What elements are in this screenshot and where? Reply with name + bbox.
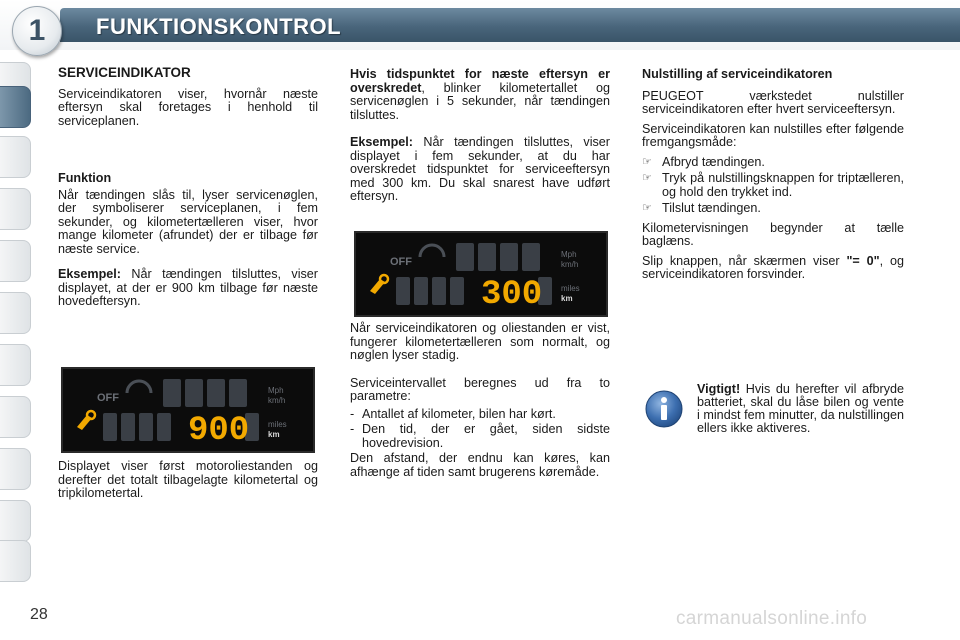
step-text: Tilslut tændingen. <box>662 201 761 215</box>
important-label: Vigtigt! <box>697 382 741 396</box>
step-text: Tryk på nulstillingsknappen for triptælleren, og hold den trykket ind. <box>662 171 904 199</box>
chapter-tab[interactable] <box>0 500 31 542</box>
page-title: FUNKTIONSKONTROL <box>96 14 342 39</box>
funktion-text: Når tændingen slås til, lyser servicenøglen, der symboliserer serviceplanen, i fem sekunder, og kilometertælleren viser, hvor mange kilometer (afrundet) der er tilbage før næste service. <box>58 187 318 256</box>
page-number: 28 <box>30 606 48 623</box>
funktion-section <box>58 172 318 319</box>
pointing-hand-icon: ☞ <box>642 155 652 168</box>
example-label: Eksempel: <box>350 135 413 149</box>
param-item: - Den tid, der er gået, siden sidste hovedrevision. <box>350 422 610 450</box>
release-end: , og serviceindikatoren forsvinder. <box>642 253 904 281</box>
example-label: Eksempel: <box>58 267 121 281</box>
unit-mph: Mph <box>268 386 284 395</box>
release-value: "= 0" <box>846 253 880 268</box>
info-icon <box>644 389 684 429</box>
unit-kmh: km/h <box>561 260 579 269</box>
chapter-tab[interactable] <box>0 344 31 386</box>
chapter-tab[interactable] <box>0 448 31 490</box>
intro-text: Serviceindikatoren viser, hvornår næste eftersyn skal foretages i henhold til serviceplanen. <box>58 86 318 128</box>
chapter-tab-active[interactable] <box>0 86 31 128</box>
dashboard-display-900 <box>61 367 315 453</box>
param-text: Antallet af kilometer, bilen har kørt. <box>362 406 556 421</box>
reset-para1: PEUGEOT værkstedet nulstiller serviceindikatoren efter hvert serviceeftersyn. <box>642 88 904 116</box>
example-text: Når tændingen tilsluttes, viser displayet i fem sekunder, at du har overskredet tidspunktet for serviceeftersyn med 300 km. Du skal snarest have udført eftersyn. <box>350 135 610 203</box>
chapter-tab[interactable] <box>0 188 31 230</box>
service-km-value: 900 <box>188 412 250 450</box>
dashboard-display-300 <box>354 231 608 317</box>
step-item <box>642 202 904 216</box>
reset-para3: Kilometervisningen begynder at tælle baglæns. <box>642 220 904 248</box>
overdue-bold: Hvis tidspunktet for næste eftersyn er overskredet <box>350 67 610 95</box>
left-caption <box>58 460 318 511</box>
left-example <box>58 268 318 309</box>
display-graphic <box>63 369 313 451</box>
service-km-value: 300 <box>481 276 543 314</box>
param-item: - Antallet af kilometer, bilen har kørt. <box>350 408 610 422</box>
interval-intro: Serviceintervallet beregnes ud fra to parametre: <box>350 375 610 403</box>
display-caption: Når serviceindikatoren og oliestanden er vist, fungerer kilometertælleren som normalt, og nøglen lyser stadig. <box>350 321 610 362</box>
chapter-number-badge: 1 <box>12 6 62 56</box>
wrench-head <box>380 275 388 283</box>
display-caption: Displayet viser først motoroliestanden og derefter det totalt tilbagelagte kilometertal og tripkilometertal. <box>58 459 318 500</box>
right-column <box>642 68 904 284</box>
important-note <box>697 383 904 435</box>
middle-lower <box>350 322 610 489</box>
wrench-head <box>87 411 95 419</box>
funktion-heading: Funktion <box>58 171 112 185</box>
chapter-tab[interactable] <box>0 240 31 282</box>
middle-column <box>350 68 610 214</box>
important-text: Hvis du herefter vil afbryde batteriet, skal du låse bilen og vente i mindst fem minutter, da nulstillingen ellers ikke aktiveres. <box>697 382 904 435</box>
chapter-tab[interactable] <box>0 396 31 438</box>
middle-example <box>350 136 610 204</box>
step-text: Afbryd tændingen. <box>662 154 765 169</box>
param-text: Den tid, der er gået, siden sidste hovedrevision. <box>362 422 610 450</box>
unit-kmh: km/h <box>268 396 286 405</box>
gauge-arc <box>127 381 151 393</box>
pointing-hand-icon: ☞ <box>642 172 652 184</box>
chapter-tab[interactable] <box>0 540 31 582</box>
unit-miles: miles <box>268 420 287 429</box>
reset-para2: Serviceindikatoren kan nulstilles efter følgende fremgangsmåde: <box>642 121 904 149</box>
overdue-rest: , blinker kilometertallet og servicenøglen i 5 sekunder, når tændingen tilsluttes. <box>350 80 610 122</box>
off-label: OFF <box>97 392 119 404</box>
reset-heading: Nulstilling af serviceindikatoren <box>642 67 833 81</box>
service-wrench-icon <box>370 279 385 294</box>
service-wrench-icon <box>77 415 92 430</box>
watermark: carmanualsonline.info <box>676 608 868 629</box>
left-column <box>58 66 318 138</box>
chapter-tab[interactable] <box>0 136 31 178</box>
section-heading: SERVICEINDIKATOR <box>58 65 191 80</box>
overdue-text <box>350 68 610 122</box>
gauge-arc <box>420 245 444 257</box>
closing-text: Den afstand, der endnu kan køres, kan afhænge af tiden samt brugerens køremåde. <box>350 451 610 479</box>
step-item <box>642 156 904 170</box>
release-text <box>642 255 904 282</box>
pointing-hand-icon: ☞ <box>642 202 652 214</box>
release-intro: Slip knappen, når skærmen viser <box>642 253 847 268</box>
example-text: Når tændingen tilsluttes, viser displayet, at der er 900 km tilbage før næste hovedeftersyn. <box>58 267 318 308</box>
unit-miles: miles <box>561 284 580 293</box>
display-graphic <box>356 233 606 315</box>
chapter-tab[interactable] <box>0 292 31 334</box>
chapter-tab-strip <box>0 62 34 582</box>
page-header <box>0 0 960 50</box>
off-label: OFF <box>390 256 412 268</box>
unit-mph: Mph <box>561 250 577 259</box>
unit-km: km <box>268 430 280 439</box>
step-item <box>642 172 904 199</box>
unit-km: km <box>561 294 573 303</box>
